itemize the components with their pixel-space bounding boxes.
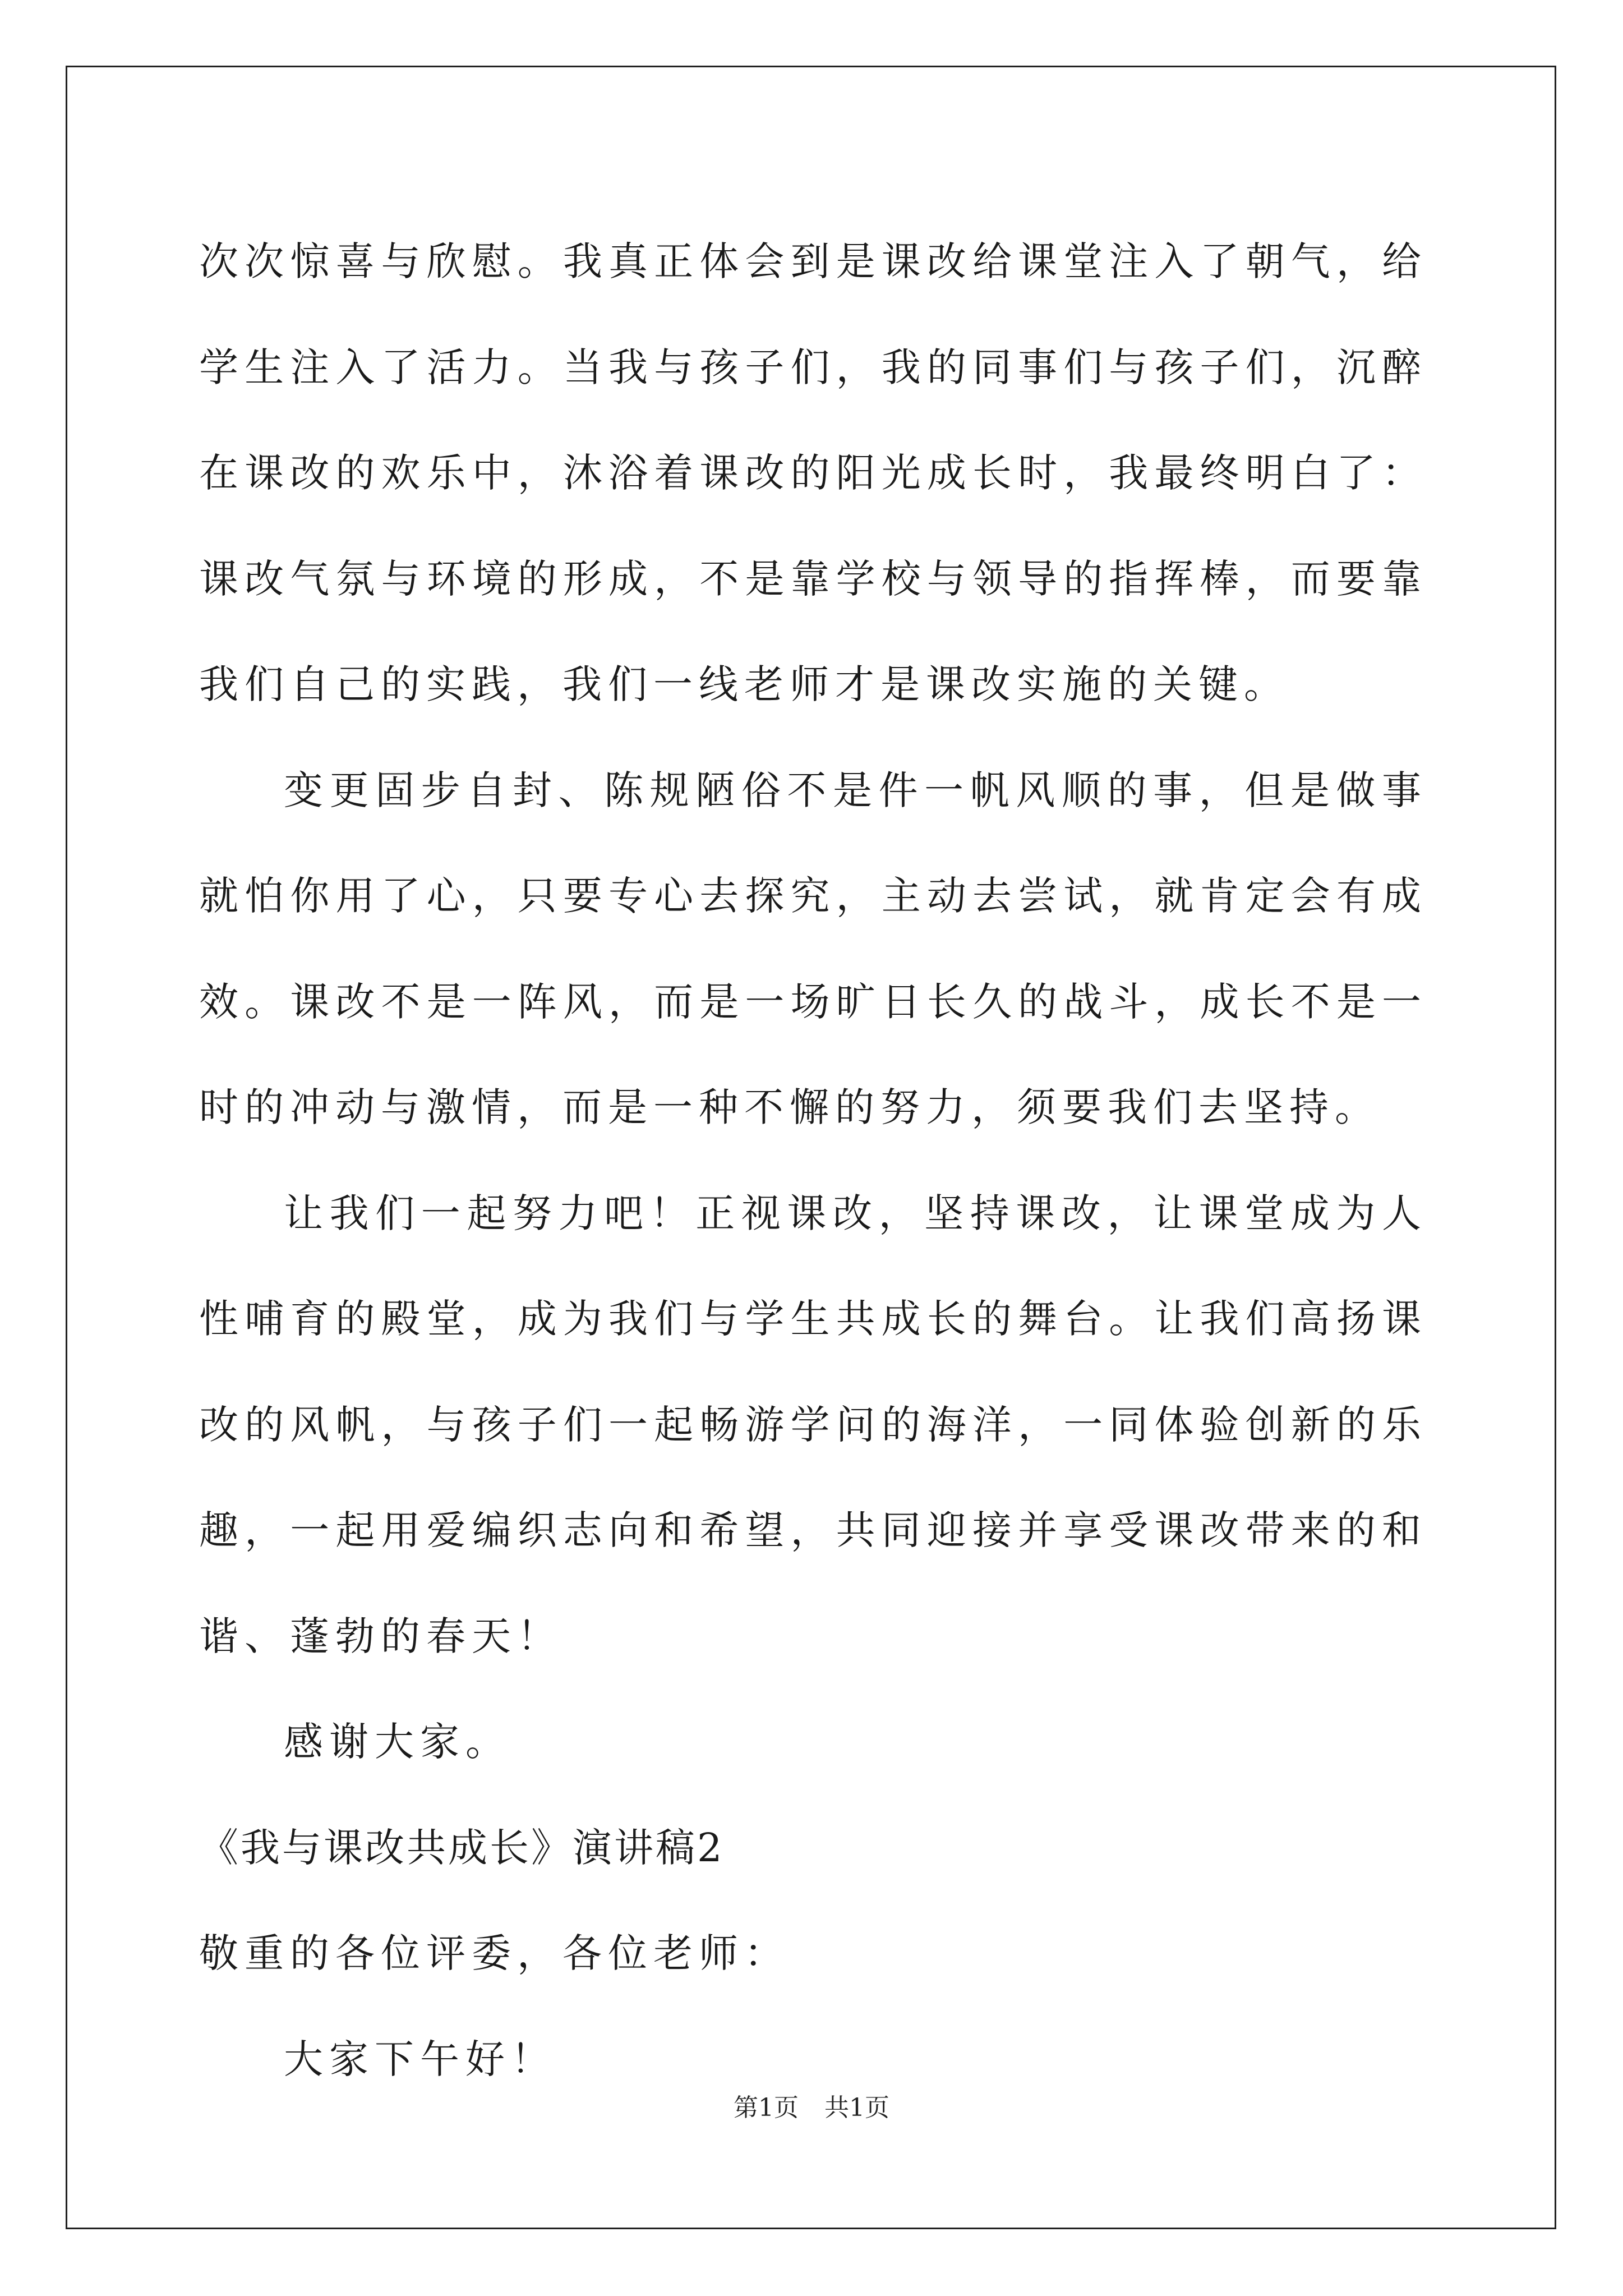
body-paragraph: 让我们一起努力吧！正视课改，坚持课改，让课堂成为人性哺育的殿堂，成为我们与学生共成长的舞台。让我们高扬课改的风帆，与孩子们一起畅游学问的海洋，一同体验创新的乐趣，一起用爱编织志向和希望，共同迎接并享受课改带来的和谐、蓬勃的春天！ <box>199 1190 1427 1659</box>
salutation: 敬重的各位评委，各位老师： <box>199 1930 790 1976</box>
page-number: 第1页 <box>734 2093 799 2122</box>
body-paragraph: 变更固步自封、陈规陋俗不是件一帆风顺的事，但是做事就怕你用了心，只要专心去探究，主动去尝试，就肯定会有成效。课改不是一阵风，而是一场旷日长久的战斗，成长不是一时的冲动与激情，而是一种不懈的努力，须要我们去坚持。 <box>199 767 1427 1130</box>
speech-title: 《我与课改共成长》演讲稿2 <box>199 1824 725 1871</box>
page-footer <box>0 2091 1623 2125</box>
body-paragraph: 次次惊喜与欣慰。我真正体会到是课改给课堂注入了朝气，给学生注入了活力。当我与孩子们，我的同事们与孩子们，沉醉在课改的欢乐中，沐浴着课改的阳光成长时，我最终明白了：课改气氛与环境的形成，不是靠学校与领导的指挥棒，而要靠我们自己的实践，我们一线老师才是课改实施的关键。 <box>199 238 1427 707</box>
closing-thanks: 感谢大家。 <box>284 1719 511 1765</box>
document-body <box>199 209 1427 2112</box>
page-total: 共1页 <box>824 2093 889 2122</box>
greeting: 大家下午好！ <box>284 2036 556 2082</box>
